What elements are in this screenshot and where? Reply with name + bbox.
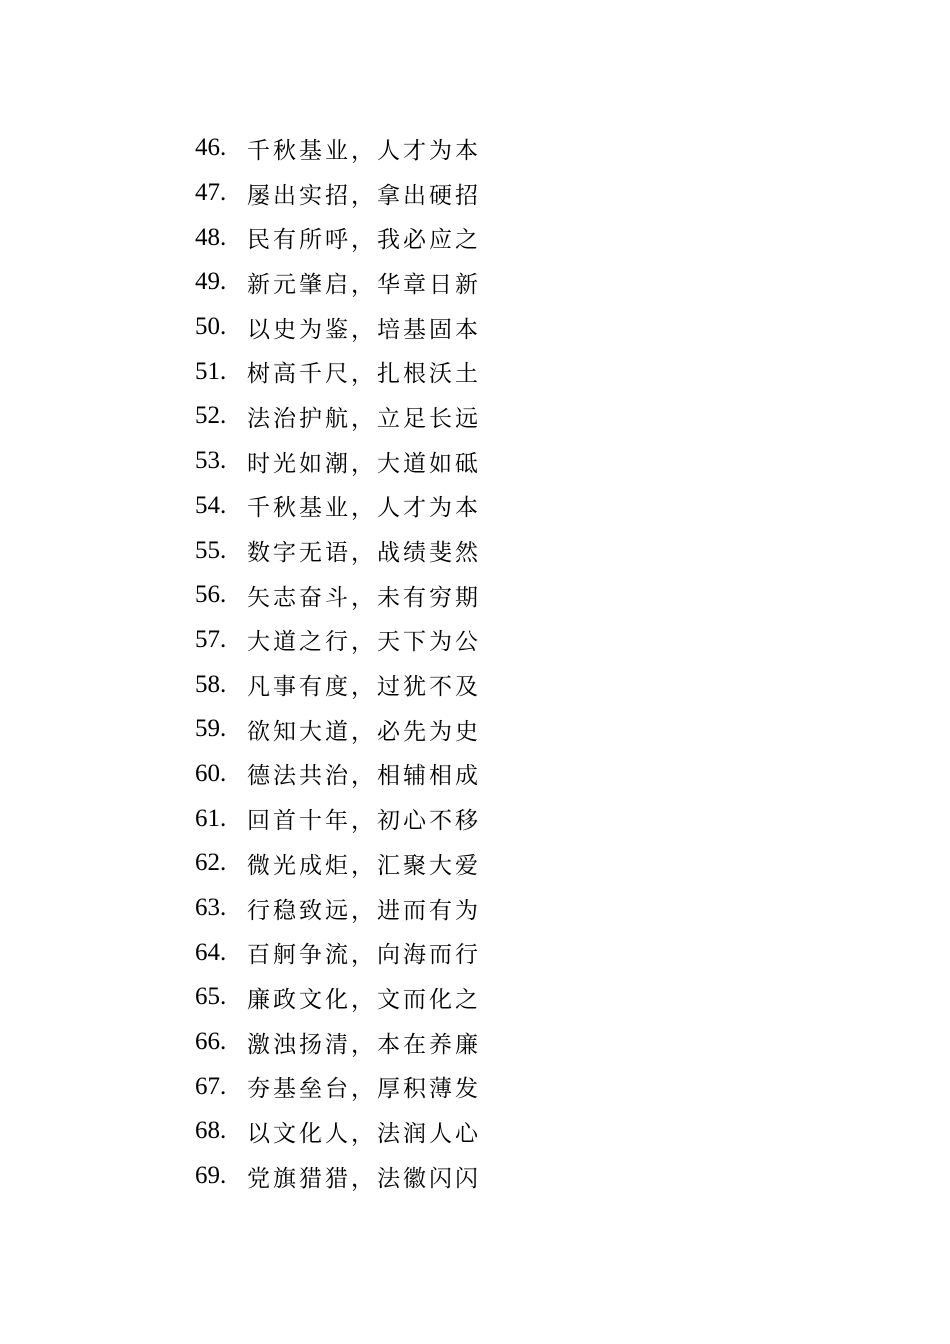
item-text: 夯基垒台，厚积薄发 — [247, 1076, 481, 1103]
item-number: 46. — [195, 134, 227, 162]
item-text: 以史为鉴，培基固本 — [247, 316, 481, 343]
item-number: 56. — [195, 581, 227, 609]
list-item — [195, 1020, 481, 1065]
list-item — [195, 484, 481, 529]
item-number: 50. — [195, 313, 227, 341]
list-item — [195, 439, 481, 484]
list-item — [195, 975, 481, 1020]
item-number: 64. — [195, 938, 227, 966]
list-item — [195, 260, 481, 305]
item-text: 矢志奋斗，未有穷期 — [247, 584, 481, 611]
list-item — [195, 841, 481, 886]
item-number: 60. — [195, 759, 227, 787]
item-text: 数字无语，战绩斐然 — [247, 540, 481, 567]
item-number: 55. — [195, 536, 227, 564]
item-number: 51. — [195, 357, 227, 385]
list-item — [195, 886, 481, 931]
list-item — [195, 573, 481, 618]
item-text: 廉政文化，文而化之 — [247, 986, 481, 1013]
item-number: 59. — [195, 715, 227, 743]
item-number: 63. — [195, 894, 227, 922]
list-item — [195, 394, 481, 439]
item-number: 65. — [195, 983, 227, 1011]
numbered-list — [195, 126, 481, 1199]
list-item — [195, 126, 481, 171]
item-text: 千秋基业，人才为本 — [247, 137, 481, 164]
item-number: 48. — [195, 223, 227, 251]
item-number: 66. — [195, 1028, 227, 1056]
item-number: 67. — [195, 1072, 227, 1100]
item-text: 微光成炬，汇聚大爱 — [247, 852, 481, 879]
item-text: 树高千尺，扎根沃土 — [247, 361, 481, 388]
item-number: 52. — [195, 402, 227, 430]
item-text: 激浊扬清，本在养廉 — [247, 1031, 481, 1058]
item-text: 行稳致远，进而有为 — [247, 897, 481, 924]
item-number: 68. — [195, 1117, 227, 1145]
item-text: 大道之行，天下为公 — [247, 629, 481, 656]
item-number: 61. — [195, 804, 227, 832]
item-text: 民有所呼，我必应之 — [247, 227, 481, 254]
list-item — [195, 528, 481, 573]
item-number: 57. — [195, 625, 227, 653]
item-number: 62. — [195, 849, 227, 877]
item-number: 53. — [195, 447, 227, 475]
item-text: 百舸争流，向海而行 — [247, 942, 481, 969]
list-item — [195, 305, 481, 350]
item-text: 法治护航，立足长远 — [247, 405, 481, 432]
item-text: 千秋基业，人才为本 — [247, 495, 481, 522]
list-item — [195, 171, 481, 216]
item-text: 时光如潮，大道如砥 — [247, 450, 481, 477]
item-number: 49. — [195, 268, 227, 296]
item-text: 屡出实招，拿出硬招 — [247, 182, 481, 209]
item-text: 新元肇启，华章日新 — [247, 271, 481, 298]
item-text: 德法共治，相辅相成 — [247, 763, 481, 790]
item-text: 凡事有度，过犹不及 — [247, 674, 481, 701]
list-item — [195, 618, 481, 663]
list-item — [195, 1064, 481, 1109]
item-number: 47. — [195, 179, 227, 207]
item-number: 69. — [195, 1162, 227, 1190]
item-text: 欲知大道，必先为史 — [247, 718, 481, 745]
list-item — [195, 349, 481, 394]
list-item — [195, 1109, 481, 1154]
list-item — [195, 662, 481, 707]
item-text: 党旗猎猎，法徽闪闪 — [247, 1165, 481, 1192]
item-number: 58. — [195, 670, 227, 698]
list-item — [195, 796, 481, 841]
list-item — [195, 1154, 481, 1199]
list-item — [195, 215, 481, 260]
item-text: 以文化人，法润人心 — [247, 1120, 481, 1147]
item-number: 54. — [195, 491, 227, 519]
item-text: 回首十年，初心不移 — [247, 808, 481, 835]
list-item — [195, 752, 481, 797]
list-item — [195, 930, 481, 975]
list-item — [195, 707, 481, 752]
